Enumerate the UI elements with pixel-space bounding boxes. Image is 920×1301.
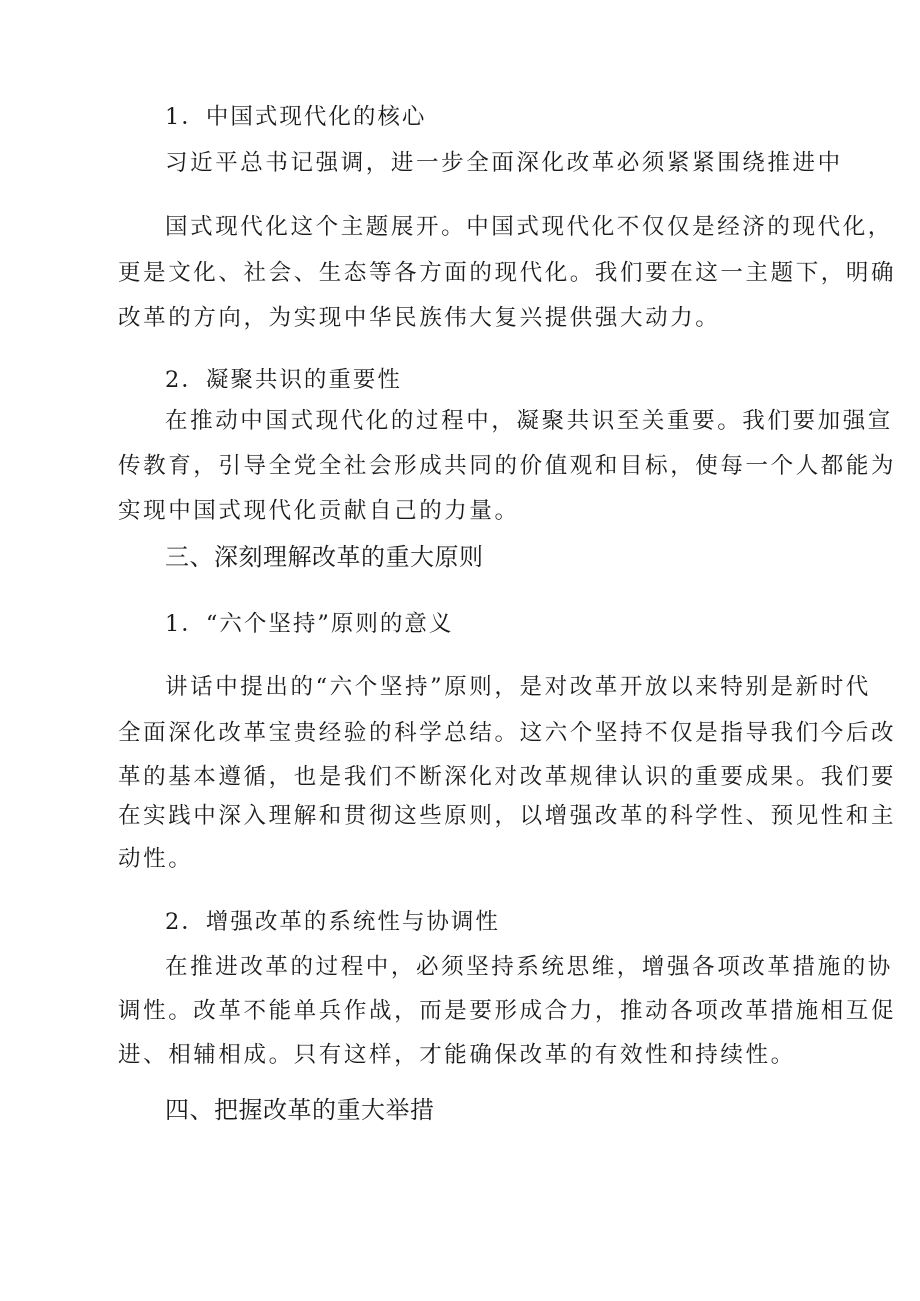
paragraph-line: 改革的方向，为实现中华民族伟大复兴提供强大动力。 xyxy=(118,305,721,331)
section-heading-reform-principles: 三、深刻理解改革的重大原则 xyxy=(165,543,484,571)
subheading-core-of-modernization: 1．中国式现代化的核心 xyxy=(165,104,427,130)
paragraph-line: 在推进改革的过程中，必须坚持系统思维，增强各项改革措施的协 xyxy=(165,954,893,980)
paragraph-line: 在实践中深入理解和贯彻这些原则，以增强改革的科学性、预见性和主 xyxy=(118,803,897,829)
paragraph-line: 革的基本遵循，也是我们不断深化对改革规律认识的重要成果。我们要 xyxy=(118,764,897,790)
paragraph-line: 全面深化改革宝贵经验的科学总结。这六个坚持不仅是指导我们今后改 xyxy=(118,720,897,746)
paragraph-line: 调性。改革不能单兵作战，而是要形成合力，推动各项改革措施相互促 xyxy=(118,998,897,1024)
paragraph-line: 传教育，引导全党全社会形成共同的价值观和目标，使每一个人都能为 xyxy=(118,453,897,479)
subheading-systematic-reform: 2．增强改革的系统性与协调性 xyxy=(165,909,500,935)
paragraph-line: 讲话中提出的“六个坚持”原则，是对改革开放以来特别是新时代 xyxy=(165,674,871,700)
paragraph-line: 国式现代化这个主题展开。中国式现代化不仅仅是经济的现代化， xyxy=(165,214,893,240)
section-heading-major-measures: 四、把握改革的重大举措 xyxy=(165,1096,435,1124)
paragraph-line: 实现中国式现代化贡献自己的力量。 xyxy=(118,498,520,524)
paragraph-line: 习近平总书记强调，进一步全面深化改革必须紧紧围绕推进中 xyxy=(165,150,843,176)
paragraph-line: 在推动中国式现代化的过程中，凝聚共识至关重要。我们要加强宣 xyxy=(165,408,893,434)
subheading-six-adherences: 1．“六个坚持”原则的意义 xyxy=(165,611,454,637)
paragraph-line: 进、相辅相成。只有这样，才能确保改革的有效性和持续性。 xyxy=(118,1042,796,1068)
subheading-building-consensus: 2．凝聚共识的重要性 xyxy=(165,367,402,393)
paragraph-line: 动性。 xyxy=(118,846,194,872)
paragraph-line: 更是文化、社会、生态等各方面的现代化。我们要在这一主题下，明确 xyxy=(118,260,897,286)
